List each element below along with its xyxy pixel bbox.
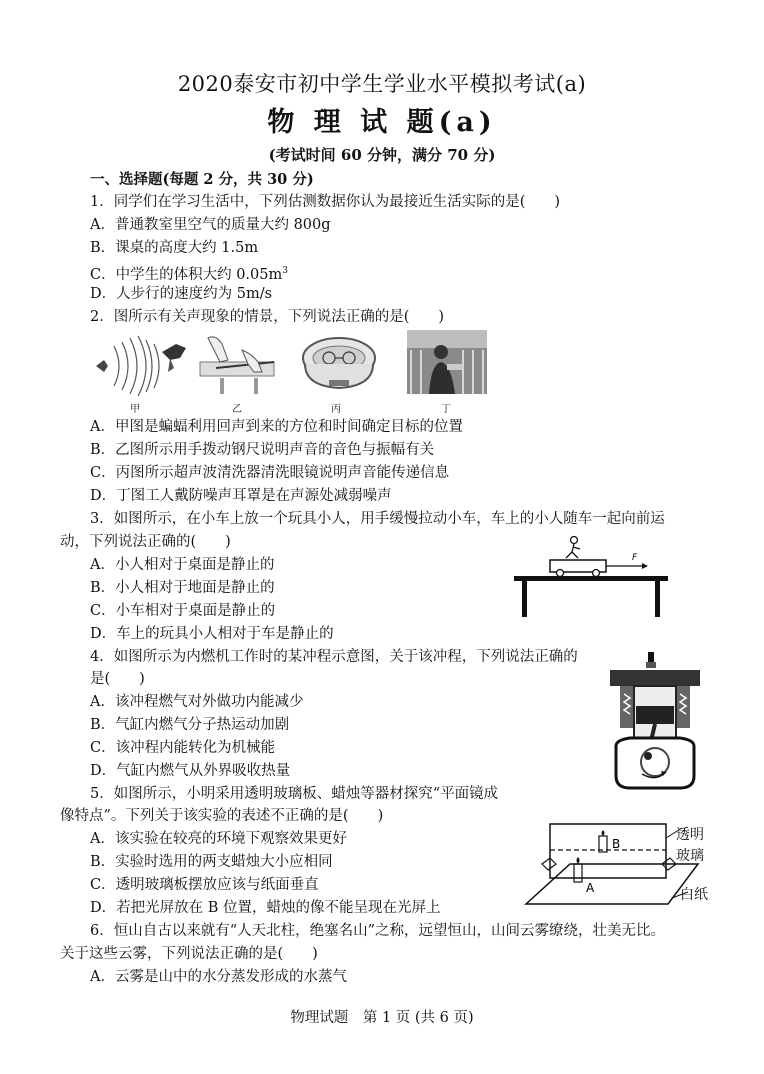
q6-option-a: A．云雾是山中的水分蒸发形成的水蒸气 [90, 969, 347, 985]
caption-jia: 甲 [130, 404, 140, 415]
time-note: (考试时间 60 分钟，满分 70 分) [268, 146, 496, 164]
q3-stem-line1: 3．如图所示，在小车上放一个玩具小人，用手缓慢拉动小车，车上的小人随车一起向前运 [90, 511, 665, 527]
label-a: A [586, 881, 595, 895]
label-b: B [612, 837, 621, 851]
q1-option-c: C．中学生的体积大约 $0.05m^3$ [90, 266, 288, 283]
q3-option-a: A．小人相对于桌面是静止的 [90, 557, 275, 573]
cart-on-table-figure [512, 532, 670, 618]
engine-cylinder-figure [602, 650, 710, 790]
q2-option-a: A．甲图是蝙蝠利用回声到来的方位和时间确定目标的位置 [90, 419, 463, 435]
q5-option-a: A．该实验在较亮的环境下观察效果更好 [90, 831, 347, 847]
label-glass: 玻璃 [676, 848, 704, 864]
page-footer: 物理试题 第 1 页 (共 6 页) [290, 1010, 474, 1026]
exam-title: 2020泰安市初中学生学业水平模拟考试(a) [177, 72, 587, 96]
q4-option-d: D．气缸内燃气从外界吸收热量 [90, 763, 291, 779]
ruler-figure [196, 332, 278, 398]
factory-worker-photo [407, 330, 487, 394]
q4-option-a: A．该冲程燃气对外做功内能减少 [90, 694, 304, 710]
subject-title: 物 理 试 题(a) [267, 107, 497, 138]
q3-option-b: B．小人相对于地面是静止的 [90, 580, 275, 596]
label-transparent: 透明 [676, 827, 704, 843]
q1-option-d: D．人步行的速度约为 5m/s [90, 286, 273, 302]
q5-stem-line1: 5．如图所示，小明采用透明玻璃板、蜡烛等器材探究“平面镜成 [90, 786, 499, 802]
q2-stem: 2．图所示有关声现象的情景，下列说法正确的是( ) [90, 309, 445, 325]
bat-echo-figure [92, 332, 192, 400]
q2-option-b: B．乙图所示用手拨动钢尺说明声音的音色与振幅有关 [90, 442, 435, 458]
q5-option-c: C．透明玻璃板摆放应该与纸面垂直 [90, 877, 319, 893]
section-heading: 一、选择题(每题 2 分，共 30 分) [90, 171, 314, 188]
q6-stem-line1: 6．恒山自古以来就有“人天北柱，绝塞名山”之称，远望恒山，山间云雾缭绕，壮美无比。 [90, 923, 666, 939]
q4-option-c: C．该冲程内能转化为机械能 [90, 740, 276, 756]
q1-option-a: A．普通教室里空气的质量大约 800g [90, 217, 331, 233]
caption-bing: 丙 [331, 404, 341, 415]
label-white-paper: 白纸 [680, 887, 708, 903]
q2-option-d: D．丁图工人戴防噪声耳罩是在声源处减弱噪声 [90, 488, 392, 504]
q5-stem-line2: 像特点”。下列关于该实验的表述不正确的是( ) [60, 808, 384, 824]
q3-option-d: D．车上的玩具小人相对于车是静止的 [90, 626, 334, 642]
q5-option-d: D．若把光屏放在 B 位置，蜡烛的像不能呈现在光屏上 [90, 900, 441, 916]
q1-option-b: B．课桌的高度大约 1.5m [90, 240, 259, 256]
q5-option-b: B．实验时选用的两支蜡烛大小应相同 [90, 854, 333, 870]
q3-stem-line2: 动，下列说法正确的( ) [60, 534, 231, 550]
q4-option-b: B．气缸内燃气分子热运动加剧 [90, 717, 290, 733]
ultrasonic-cleaner-figure [299, 334, 379, 394]
q4-stem-line2: 是( ) [90, 671, 145, 687]
force-label: F [632, 553, 638, 563]
q2-option-c: C．丙图所示超声波清洗器清洗眼镜说明声音能传递信息 [90, 465, 450, 481]
q4-stem-line1: 4．如图所示为内燃机工作时的某冲程示意图，关于该冲程，下列说法正确的 [90, 649, 578, 665]
caption-yi: 乙 [232, 404, 242, 415]
caption-ding: 丁 [441, 404, 451, 415]
q3-option-c: C．小车相对于桌面是静止的 [90, 603, 276, 619]
q1-stem: 1．同学们在学习生活中，下列估测数据你认为最接近生活实际的是( ) [90, 194, 561, 210]
q6-stem-line2: 关于这些云雾，下列说法正确的是( ) [60, 946, 318, 962]
superscript: 3 [282, 266, 288, 276]
